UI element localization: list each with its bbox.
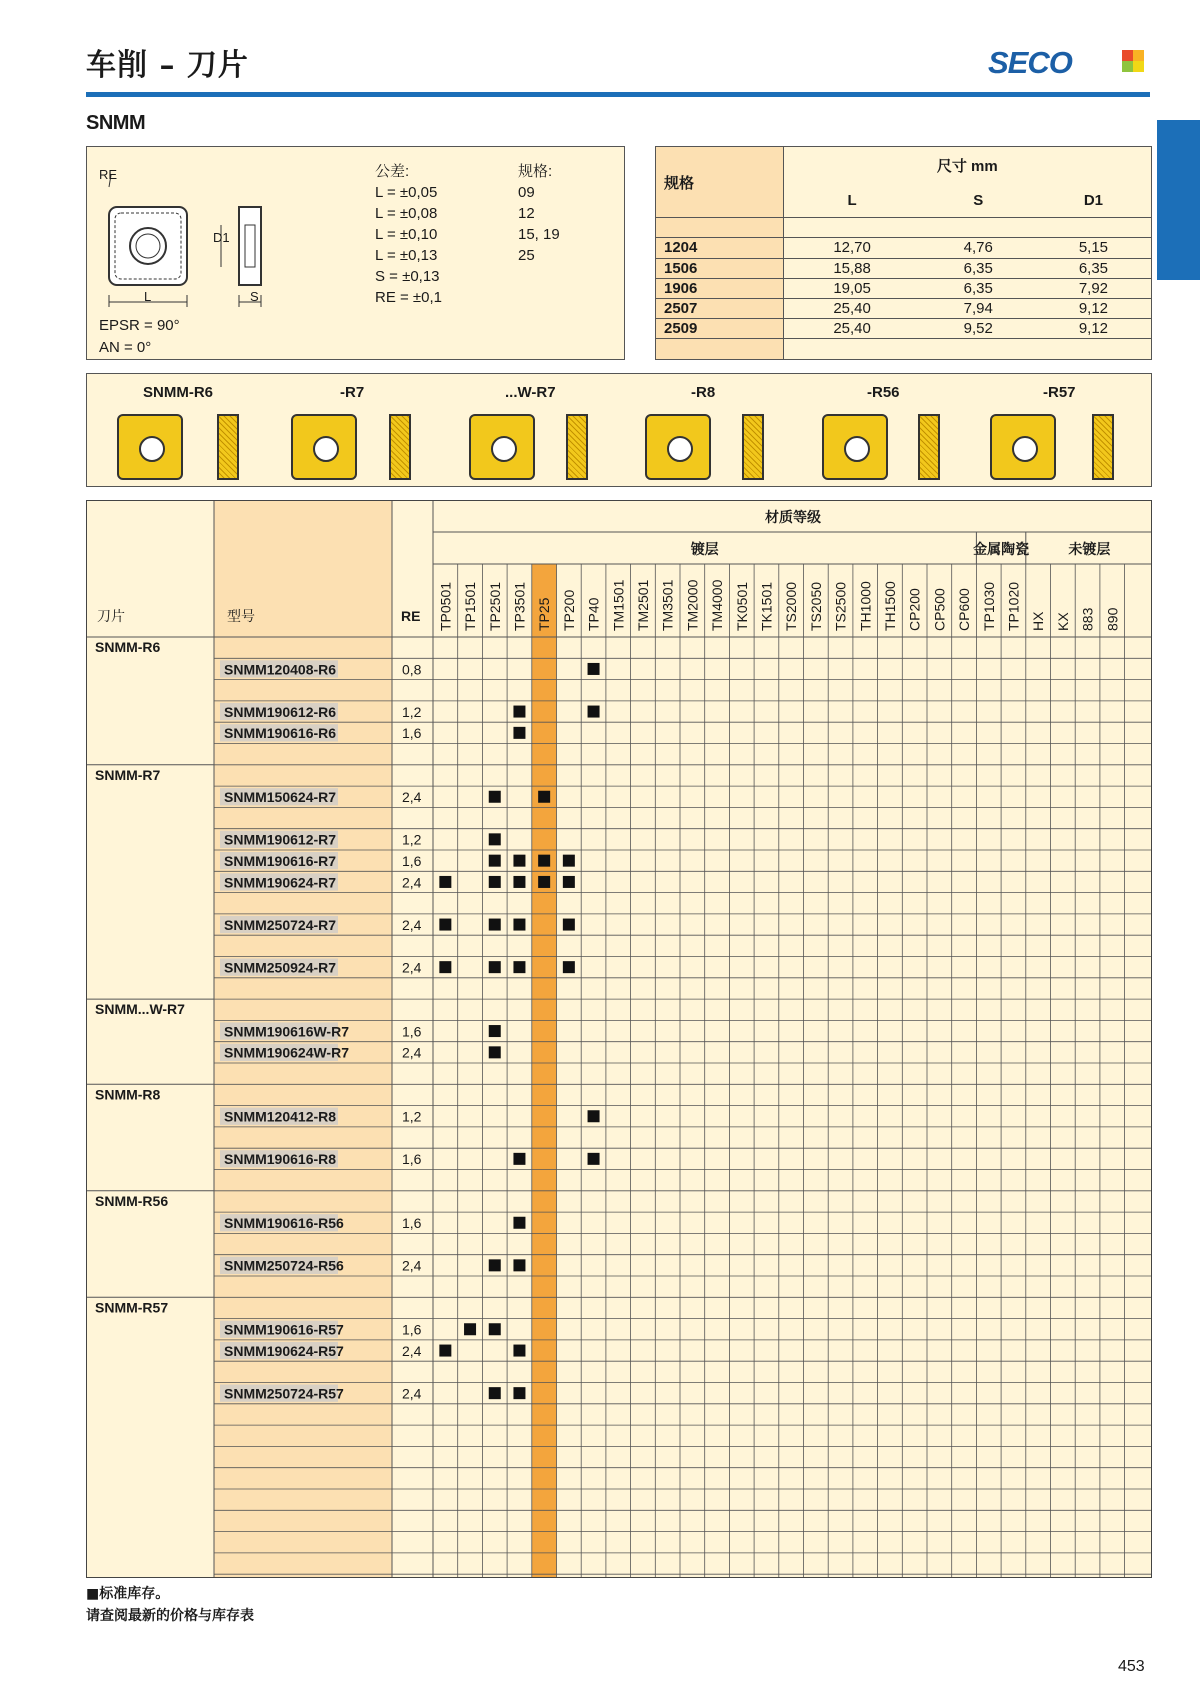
size-item: 09: [518, 184, 535, 201]
size-item: 12: [518, 205, 535, 222]
grade-label-883: 883: [1079, 607, 1096, 631]
d1-value: 5,15: [1036, 238, 1151, 258]
re-value: 2,4: [402, 959, 422, 976]
grade-label-tm2501: TM2501: [634, 579, 651, 631]
grade-label-tp1030: TP1030: [980, 581, 997, 631]
insert-group-label: SNMM-R57: [95, 1299, 169, 1316]
stock-marker: [489, 1323, 501, 1335]
model-name: SNMM190616W-R7: [224, 1023, 349, 1040]
grade-label-tp40: TP40: [585, 597, 602, 631]
stock-marker: [588, 1110, 600, 1122]
l-value: 19,05: [783, 278, 921, 298]
dimensions-table: [655, 146, 1152, 360]
insert-diagram-icon: [95, 157, 295, 317]
insert-group-label: SNMM...W-R7: [95, 1001, 185, 1018]
an-value: AN = 0°: [99, 339, 152, 356]
model-name: SNMM250724-R57: [224, 1385, 344, 1402]
stock-marker: [489, 919, 501, 931]
re-value: 1,2: [402, 831, 422, 848]
variant-label: -R7: [340, 384, 365, 401]
re-value: 0,8: [402, 661, 422, 678]
stock-marker: [439, 961, 451, 973]
re-value: 1,6: [402, 1321, 422, 1338]
grade-group-header: 材质等级: [765, 510, 821, 526]
stock-marker: [489, 1025, 501, 1037]
tolerance-title: 公差:: [375, 163, 410, 180]
variant-label: ...W-R7: [505, 384, 556, 401]
col-d1: D1: [1036, 183, 1151, 217]
model-name: SNMM190624-R7: [224, 874, 337, 891]
model-name: SNMM190624W-R7: [224, 1044, 349, 1061]
re-label: RE: [99, 167, 118, 182]
note-text: 请查阅最新的价格与库存表: [86, 1608, 254, 1624]
spacer-cell: [656, 339, 783, 359]
stock-marker: [588, 663, 600, 675]
l-value: 25,40: [783, 319, 921, 339]
grade-label-hx: HX: [1030, 611, 1047, 631]
re-value: 2,4: [402, 1342, 422, 1359]
stock-marker: [489, 833, 501, 845]
stock-marker: [513, 1345, 525, 1357]
re-value: 1,6: [402, 725, 422, 742]
highlight-column: [532, 564, 557, 1578]
spacer-cell: [656, 218, 783, 238]
grade-label-tp1020: TP1020: [1005, 581, 1022, 631]
brand-logo-squares-icon: [1122, 50, 1144, 72]
dims-row: [656, 278, 1151, 298]
variant-label: -R57: [1043, 384, 1076, 401]
s-label: S: [250, 289, 259, 304]
re-value: 2,4: [402, 874, 422, 891]
s-value: 6,35: [921, 278, 1036, 298]
col-s: S: [921, 183, 1036, 217]
insert-r7-icon: [291, 414, 357, 480]
grade-label-tp2501: TP2501: [486, 581, 503, 631]
grade-label-tk0501: TK0501: [733, 581, 750, 631]
stock-marker: [489, 791, 501, 803]
stock-marker: [513, 1259, 525, 1271]
size-item: 25: [518, 247, 535, 264]
spacer-cell: [1036, 218, 1151, 238]
spacer-cell: [921, 339, 1036, 359]
size-code: 1906: [656, 278, 783, 298]
insert-w-r7-icon: [469, 414, 535, 480]
stock-marker: [513, 855, 525, 867]
variant-strip: [86, 373, 1152, 487]
model-name: SNMM190616-R8: [224, 1151, 337, 1168]
grade-label-kx: KX: [1054, 612, 1071, 631]
header-rule: [86, 92, 1150, 97]
model-name: SNMM190612-R6: [224, 703, 337, 720]
stock-marker: [563, 961, 575, 973]
insert-r56-icon: [822, 414, 888, 480]
coated-header: 镀层: [690, 542, 719, 558]
variant-label: SNMM-R6: [143, 384, 213, 401]
insert-group-label: SNMM-R6: [95, 639, 161, 655]
model-name: SNMM250724-R56: [224, 1257, 344, 1274]
re-value: 1,6: [402, 853, 422, 869]
stock-marker: [588, 706, 600, 718]
page-title: 车削 – 刀片: [86, 48, 249, 83]
grade-label-ts2050: TS2050: [807, 581, 824, 631]
grade-label-th1500: TH1500: [881, 581, 898, 631]
grade-label-tp0501: TP0501: [437, 581, 454, 631]
l-value: 25,40: [783, 298, 921, 318]
model-name: SNMM190616-R6: [224, 725, 337, 742]
stock-marker: [513, 919, 525, 931]
insert-group-label: SNMM-R56: [95, 1192, 169, 1209]
insert-header: 刀片: [97, 609, 125, 625]
insert-side-icon: [742, 414, 764, 480]
stock-marker: [439, 876, 451, 888]
insert-side-icon: [389, 414, 411, 480]
stock-marker: [563, 855, 575, 867]
s-value: 4,76: [921, 238, 1036, 258]
re-value: 1,6: [402, 1151, 422, 1168]
d1-value: 6,35: [1036, 258, 1151, 278]
spacer-cell: [783, 218, 921, 238]
uncoated-header: 未镀层: [1068, 542, 1111, 558]
tolerance-item: S = ±0,13: [375, 268, 440, 285]
model-name: SNMM190616-R56: [224, 1215, 344, 1232]
model-name: SNMM190624-R57: [224, 1342, 344, 1359]
s-value: 9,52: [921, 319, 1036, 339]
chapter-tab: [1157, 120, 1200, 280]
grade-grid: [87, 501, 1152, 1578]
tolerance-item: L = ±0,05: [375, 184, 438, 201]
stock-marker: [538, 876, 550, 888]
grade-label-tp3501: TP3501: [511, 581, 528, 631]
size-list: [518, 161, 560, 266]
stock-marker: [538, 791, 550, 803]
size-code: 1204: [656, 238, 783, 258]
grade-label-cp500: CP500: [931, 588, 948, 631]
re-header: RE: [401, 608, 421, 624]
col-l: L: [783, 183, 921, 217]
re-value: 2,4: [402, 916, 422, 933]
grade-label-cp600: CP600: [956, 588, 973, 631]
legend-text: ■标准库存。: [86, 1586, 170, 1602]
page-number: 453: [1118, 1658, 1145, 1675]
size-code: 1506: [656, 258, 783, 278]
d1-value: 9,12: [1036, 319, 1151, 339]
model-name: SNMM250724-R7: [224, 916, 337, 933]
stock-marker: [489, 1259, 501, 1271]
size-title: 规格:: [518, 163, 553, 180]
s-value: 6,35: [921, 258, 1036, 278]
l-value: 12,70: [783, 238, 921, 258]
model-name: SNMM190612-R7: [224, 831, 337, 848]
tolerance-item: L = ±0,08: [375, 205, 438, 222]
stock-marker: [538, 855, 550, 867]
grade-label-tm4000: TM4000: [709, 579, 726, 631]
grade-label-tp200: TP200: [560, 589, 577, 631]
tolerance-item: L = ±0,13: [375, 247, 438, 264]
insert-side-icon: [918, 414, 940, 480]
grade-label-tm3501: TM3501: [659, 579, 676, 631]
grade-label-tk1501: TK1501: [758, 581, 775, 631]
brand-logo: SECO: [988, 45, 1072, 80]
dims-row: [656, 258, 1151, 278]
cermet-header: 金属陶瓷: [973, 542, 1030, 558]
size-item: 15, 19: [518, 226, 560, 243]
stock-marker: [513, 1153, 525, 1165]
l-value: 15,88: [783, 258, 921, 278]
insert-group-label: SNMM-R7: [95, 766, 161, 783]
size-header: 规格: [656, 147, 783, 218]
spec-box: [86, 146, 625, 360]
stock-marker: [588, 1153, 600, 1165]
insert-r8-icon: [645, 414, 711, 480]
model-name: SNMM250924-R7: [224, 959, 337, 976]
stock-marker: [489, 1046, 501, 1058]
stock-marker: [563, 919, 575, 931]
dims-row: [656, 298, 1151, 318]
stock-marker: [513, 1387, 525, 1399]
spacer-cell: [1036, 339, 1151, 359]
epsr-value: EPSR = 90°: [99, 317, 180, 334]
d1-value: 9,12: [1036, 298, 1151, 318]
stock-marker: [439, 919, 451, 931]
model-header: 型号: [227, 609, 255, 625]
grade-label-tm1501: TM1501: [610, 579, 627, 631]
stock-marker: [489, 855, 501, 867]
size-code: 2509: [656, 319, 783, 339]
stock-marker: [513, 876, 525, 888]
angle-info: [99, 315, 180, 359]
grade-label-ts2500: TS2500: [832, 581, 849, 631]
re-value: 2,4: [402, 1257, 422, 1274]
d1-label: D1: [213, 230, 230, 245]
stock-marker: [464, 1323, 476, 1335]
variant-label: -R56: [867, 384, 900, 401]
model-name: SNMM190616-R57: [224, 1321, 344, 1338]
section-title: SNMM: [86, 112, 146, 134]
stock-marker: [439, 1345, 451, 1357]
stock-marker: [513, 727, 525, 739]
grade-label-tp1501: TP1501: [462, 581, 479, 631]
d1-value: 7,92: [1036, 278, 1151, 298]
re-value: 2,4: [402, 1044, 422, 1061]
grade-label-th1000: TH1000: [857, 581, 874, 631]
s-value: 7,94: [921, 298, 1036, 318]
dims-row: [656, 319, 1151, 339]
grade-label-cp200: CP200: [906, 588, 923, 631]
stock-marker: [489, 876, 501, 888]
variant-label: -R8: [691, 384, 716, 401]
stock-marker: [513, 706, 525, 718]
tolerance-list: [375, 161, 442, 308]
re-value: 2,4: [402, 789, 422, 806]
insert-r57-icon: [990, 414, 1056, 480]
model-name: SNMM120408-R6: [224, 661, 337, 678]
model-name: SNMM150624-R7: [224, 789, 337, 806]
grade-label-tm2000: TM2000: [684, 579, 701, 631]
tolerance-item: L = ±0,10: [375, 226, 438, 243]
model-name: SNMM120412-R8: [224, 1108, 337, 1125]
stock-marker: [563, 876, 575, 888]
insert-group-label: SNMM-R8: [95, 1086, 161, 1103]
re-value: 1,6: [402, 1023, 422, 1040]
grade-label-890: 890: [1104, 607, 1121, 631]
grade-label-tp25: TP25: [536, 597, 553, 631]
grade-table: [86, 500, 1152, 1578]
re-value: 1,6: [402, 1215, 422, 1232]
stock-marker: [489, 961, 501, 973]
grade-label-ts2000: TS2000: [783, 581, 800, 631]
insert-side-icon: [566, 414, 588, 480]
re-value: 1,2: [402, 1108, 422, 1125]
re-value: 1,2: [402, 703, 422, 720]
insert-side-icon: [217, 414, 239, 480]
insert-r6-icon: [117, 414, 183, 480]
tolerance-item: RE = ±0,1: [375, 289, 443, 306]
l-label: L: [144, 289, 152, 304]
spacer-cell: [783, 339, 921, 359]
size-code: 2507: [656, 298, 783, 318]
model-name: SNMM190616-R7: [224, 853, 337, 869]
dims-row: [656, 238, 1151, 258]
stock-marker: [513, 961, 525, 973]
stock-marker: [489, 1387, 501, 1399]
re-value: 2,4: [402, 1385, 422, 1402]
insert-side-icon: [1092, 414, 1114, 480]
spacer-cell: [921, 218, 1036, 238]
stock-marker: [513, 1217, 525, 1229]
unit-header: 尺寸 mm: [936, 157, 998, 175]
